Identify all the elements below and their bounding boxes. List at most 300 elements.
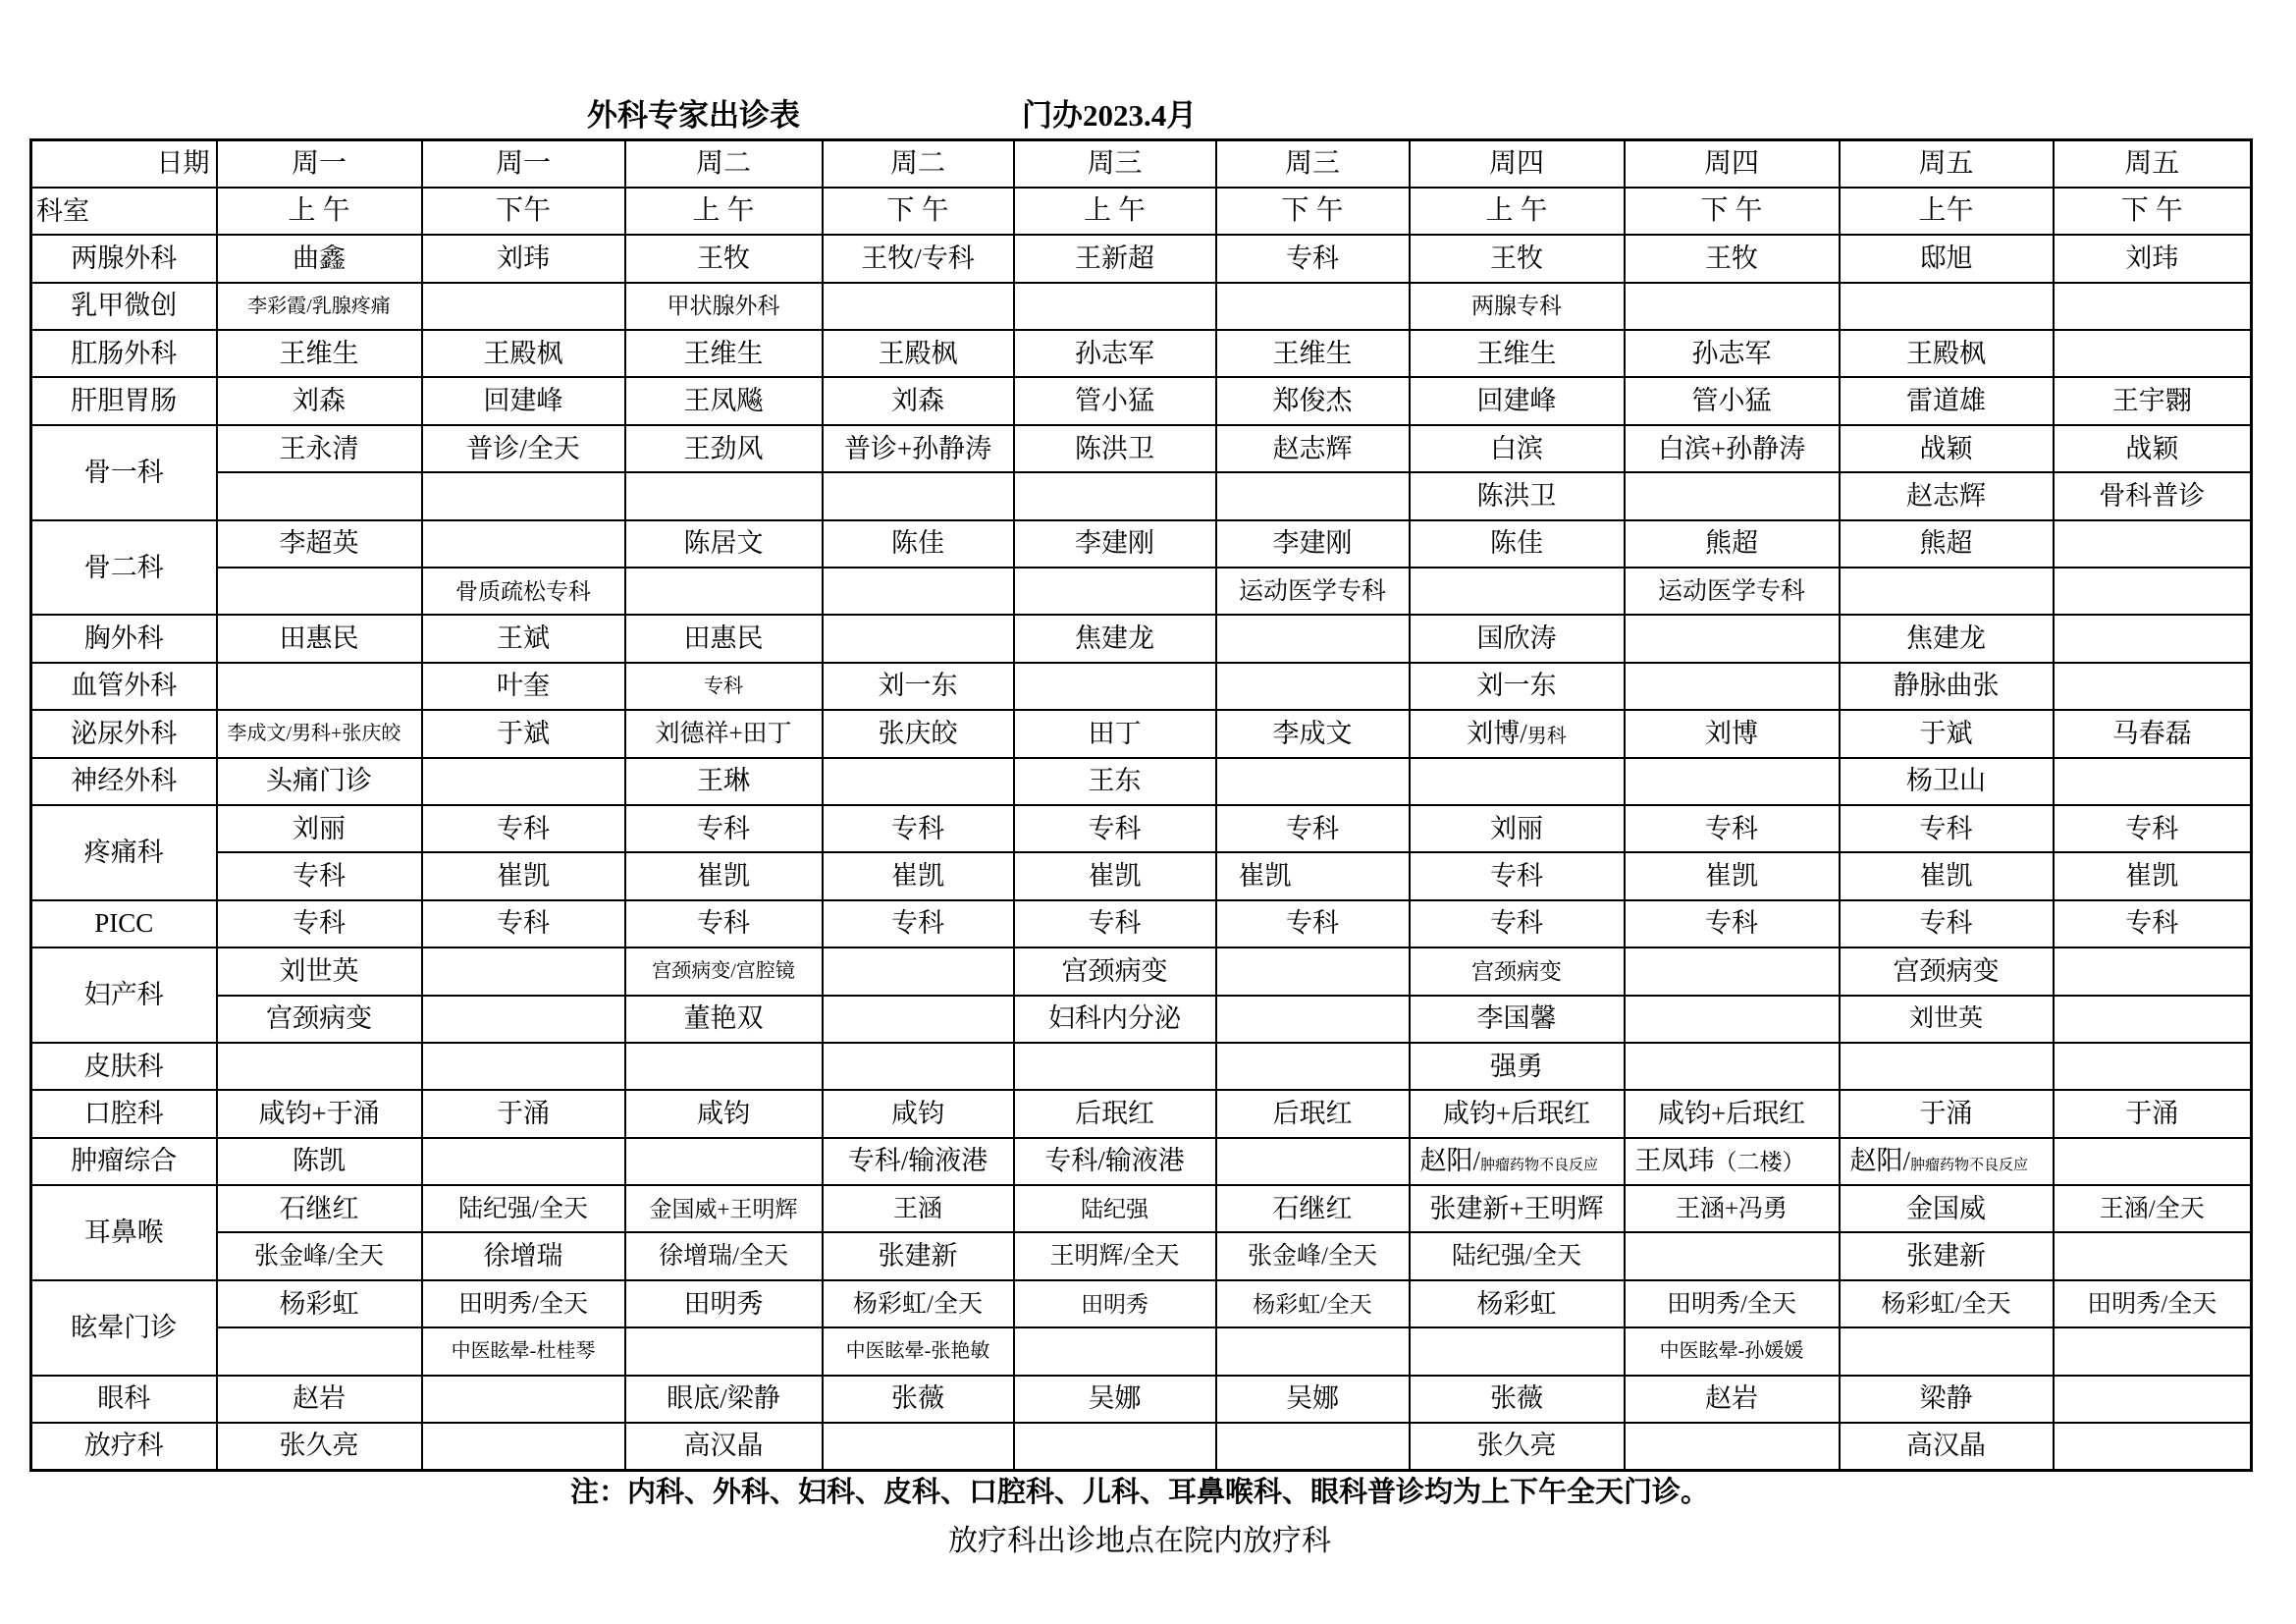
schedule-cell: 张庆皎: [823, 710, 1014, 757]
schedule-title: 外科专家出诊表: [587, 98, 800, 133]
schedule-cell-empty: [1216, 758, 1410, 805]
schedule-table: [29, 138, 2253, 1472]
schedule-cell: 宫颈病变: [1014, 947, 1216, 995]
day-header: 周一: [422, 140, 625, 188]
schedule-cell: 宫颈病变: [1410, 947, 1625, 995]
schedule-cell: 刘森: [217, 377, 422, 424]
schedule-row: [31, 710, 2252, 757]
schedule-row: [31, 568, 2252, 615]
schedule-cell: 静脉曲张: [1840, 663, 2054, 710]
schedule-cell-empty: [823, 283, 1014, 330]
schedule-cell: [1410, 710, 1625, 757]
schedule-cell: 张薇: [1410, 1376, 1625, 1423]
schedule-cell: 专科: [823, 900, 1014, 947]
schedule-cell-empty: [1625, 1043, 1840, 1090]
schedule-cell: 王维生: [1216, 330, 1410, 377]
schedule-cell: 崔凯: [1014, 852, 1216, 899]
schedule-cell-empty: [823, 472, 1014, 519]
schedule-cell-empty: [1216, 1327, 1410, 1375]
day-header: 周三: [1014, 140, 1216, 188]
schedule-cell: 石继红: [217, 1185, 422, 1232]
schedule-cell: 中医眩晕-杜桂琴: [422, 1327, 625, 1375]
schedule-cell-empty: [1216, 615, 1410, 662]
department-label: 泌尿外科: [31, 710, 217, 757]
schedule-cell-empty: [823, 568, 1014, 615]
schedule-cell: [1840, 1138, 2054, 1185]
schedule-row: [31, 1232, 2252, 1279]
schedule-cell: 金国威: [1840, 1185, 2054, 1232]
schedule-cell-empty: [1410, 568, 1625, 615]
schedule-cell: 吴娜: [1014, 1376, 1216, 1423]
schedule-cell: 运动医学专科: [1625, 568, 1840, 615]
department-label: 肿瘤综合: [31, 1138, 217, 1185]
schedule-cell-empty: [1216, 1423, 1410, 1470]
schedule-cell: 赵岩: [1625, 1376, 1840, 1423]
schedule-cell-empty: [1410, 1327, 1625, 1375]
schedule-cell: 金国威+王明辉: [625, 1185, 823, 1232]
schedule-cell: 董艳双: [625, 996, 823, 1043]
schedule-cell-empty: [1216, 996, 1410, 1043]
schedule-cell: 石继红: [1216, 1185, 1410, 1232]
schedule-cell: 田明秀/全天: [422, 1280, 625, 1327]
period-header: 下午: [422, 188, 625, 235]
schedule-cell: 陈凯: [217, 1138, 422, 1185]
schedule-cell: 普诊+孙静涛: [823, 425, 1014, 472]
schedule-cell: 田惠民: [625, 615, 823, 662]
schedule-cell: 眼底/梁静: [625, 1376, 823, 1423]
schedule-cell: 专科: [625, 663, 823, 710]
schedule-cell: 甲状腺外科: [625, 283, 823, 330]
schedule-cell-empty: [2054, 663, 2252, 710]
schedule-cell: 咸钧+后珉红: [1625, 1090, 1840, 1137]
schedule-cell: 于斌: [1840, 710, 2054, 757]
schedule-cell: 田明秀: [1014, 1280, 1216, 1327]
schedule-cell: [1410, 1138, 1625, 1185]
schedule-cell: 陈洪卫: [1014, 425, 1216, 472]
schedule-cell: 曲鑫: [217, 235, 422, 282]
schedule-cell: 刘森: [823, 377, 1014, 424]
schedule-cell: 王宇翾: [2054, 377, 2252, 424]
schedule-row: [31, 947, 2252, 995]
schedule-cell-empty: [625, 1138, 823, 1185]
schedule-cell: 李国馨: [1410, 996, 1625, 1043]
schedule-cell: 李超英: [217, 520, 422, 568]
schedule-cell: 李成文: [1216, 710, 1410, 757]
schedule-row: [31, 996, 2252, 1043]
department-label: 口腔科: [31, 1090, 217, 1137]
schedule-cell: 王永清: [217, 425, 422, 472]
department-label: 胸外科: [31, 615, 217, 662]
period-header: 下 午: [823, 188, 1014, 235]
schedule-cell: 张久亮: [1410, 1423, 1625, 1470]
schedule-cell: 国欣涛: [1410, 615, 1625, 662]
day-header: 周二: [823, 140, 1014, 188]
schedule-cell-empty: [2054, 283, 2252, 330]
schedule-row: [31, 1185, 2252, 1232]
schedule-cell-empty: [1840, 1043, 2054, 1090]
schedule-cell-empty: [2054, 1327, 2252, 1375]
schedule-row: [31, 900, 2252, 947]
schedule-cell-empty: [422, 996, 625, 1043]
schedule-cell: 赵岩: [217, 1376, 422, 1423]
day-header: 周四: [1625, 140, 1840, 188]
department-label: PICC: [31, 900, 217, 947]
schedule-cell: 李建刚: [1014, 520, 1216, 568]
schedule-cell: 熊超: [1625, 520, 1840, 568]
schedule-cell: 孙志军: [1014, 330, 1216, 377]
schedule-cell: 田惠民: [217, 615, 422, 662]
schedule-cell: 田明秀: [625, 1280, 823, 1327]
schedule-cell-empty: [1216, 472, 1410, 519]
schedule-cell: 两腺专科: [1410, 283, 1625, 330]
schedule-cell: 专科: [625, 805, 823, 852]
schedule-cell: 刘玮: [422, 235, 625, 282]
doctor-name: 王凤玮: [1634, 1146, 1715, 1176]
schedule-cell: 陈佳: [823, 520, 1014, 568]
schedule-cell-empty: [422, 947, 625, 995]
schedule-cell: 专科: [2054, 900, 2252, 947]
schedule-cell: 专科: [1410, 900, 1625, 947]
schedule-cell-empty: [422, 283, 625, 330]
schedule-cell-empty: [1410, 758, 1625, 805]
schedule-cell-empty: [1216, 1043, 1410, 1090]
schedule-cell-empty: [2054, 1232, 2252, 1279]
schedule-cell: 专科: [217, 900, 422, 947]
schedule-cell: 张久亮: [217, 1423, 422, 1470]
schedule-cell: 杨彩虹/全天: [1840, 1280, 2054, 1327]
schedule-cell-empty: [625, 1043, 823, 1090]
schedule-cell-empty: [2054, 568, 2252, 615]
schedule-cell: 于涌: [422, 1090, 625, 1137]
schedule-row: [31, 1327, 2252, 1375]
schedule-cell: 郑俊杰: [1216, 377, 1410, 424]
schedule-cell: 刘玮: [2054, 235, 2252, 282]
schedule-cell-empty: [1625, 283, 1840, 330]
schedule-cell: 刘丽: [217, 805, 422, 852]
schedule-cell: 专科: [422, 900, 625, 947]
schedule-cell: 专科: [217, 852, 422, 899]
schedule-cell: 田丁: [1014, 710, 1216, 757]
schedule-cell-empty: [823, 1043, 1014, 1090]
schedule-cell: 杨彩虹/全天: [823, 1280, 1014, 1327]
schedule-cell: 刘丽: [1410, 805, 1625, 852]
day-header: 周四: [1410, 140, 1625, 188]
schedule-cell: 专科: [422, 805, 625, 852]
schedule-cell: 陈佳: [1410, 520, 1625, 568]
schedule-row: [31, 330, 2252, 377]
schedule-cell: 宫颈病变/宫腔镜: [625, 947, 823, 995]
schedule-cell: 张建新+王明辉: [1410, 1185, 1625, 1232]
schedule-cell: 妇科内分泌: [1014, 996, 1216, 1043]
department-label: 肛肠外科: [31, 330, 217, 377]
schedule-row: [31, 805, 2252, 852]
schedule-cell-empty: [823, 947, 1014, 995]
schedule-cell: 崔凯: [2054, 852, 2252, 899]
schedule-cell: 杨卫山: [1840, 758, 2054, 805]
schedule-cell-empty: [1840, 568, 2054, 615]
schedule-cell: 焦建龙: [1840, 615, 2054, 662]
issuer-date: 门办2023.4月: [1022, 98, 1198, 133]
doctor-name: 赵阳/: [1849, 1146, 1911, 1176]
schedule-cell: 王维生: [217, 330, 422, 377]
period-header: 上午: [1840, 188, 2054, 235]
schedule-cell: 张金峰/全天: [1216, 1232, 1410, 1279]
schedule-cell: 焦建龙: [1014, 615, 1216, 662]
schedule-row: [31, 283, 2252, 330]
schedule-cell-empty: [625, 472, 823, 519]
schedule-cell-empty: [1625, 758, 1840, 805]
doctor-name: 刘博/: [1467, 718, 1527, 748]
schedule-cell: 王牧/专科: [823, 235, 1014, 282]
schedule-cell: 张建新: [823, 1232, 1014, 1279]
schedule-cell: 孙志军: [1625, 330, 1840, 377]
schedule-cell: 于涌: [2054, 1090, 2252, 1137]
schedule-cell: 熊超: [1840, 520, 2054, 568]
schedule-cell: 刘世英: [1840, 996, 2054, 1043]
schedule-cell: 梁静: [1840, 1376, 2054, 1423]
period-header: 上 午: [1410, 188, 1625, 235]
schedule-cell-empty: [217, 663, 422, 710]
schedule-cell: 专科: [823, 805, 1014, 852]
schedule-row: [31, 235, 2252, 282]
schedule-cell: 专科: [1840, 805, 2054, 852]
schedule-cell: 头痛门诊: [217, 758, 422, 805]
schedule-cell-empty: [2054, 1043, 2252, 1090]
schedule-cell-empty: [217, 568, 422, 615]
schedule-cell: 战颖: [2054, 425, 2252, 472]
schedule-cell: 王琳: [625, 758, 823, 805]
schedule-cell: 于斌: [422, 710, 625, 757]
schedule-cell-empty: [823, 1423, 1014, 1470]
schedule-cell-empty: [2054, 1376, 2252, 1423]
schedule-cell: 崔凯: [823, 852, 1014, 899]
schedule-cell-empty: [422, 758, 625, 805]
schedule-row: [31, 1138, 2252, 1185]
schedule-header: [31, 140, 2252, 236]
schedule-cell: 陈居文: [625, 520, 823, 568]
schedule-cell: 刘世英: [217, 947, 422, 995]
schedule-cell: 陆纪强/全天: [1410, 1232, 1625, 1279]
schedule-cell: 徐增瑞/全天: [625, 1232, 823, 1279]
schedule-cell: 专科: [1410, 852, 1625, 899]
schedule-cell-empty: [1216, 1138, 1410, 1185]
schedule-cell: 张建新: [1840, 1232, 2054, 1279]
schedule-cell: 刘一东: [1410, 663, 1625, 710]
schedule-cell: 赵志辉: [1840, 472, 2054, 519]
schedule-cell: 高汉晶: [1840, 1423, 2054, 1470]
schedule-cell: 崔凯: [422, 852, 625, 899]
schedule-cell-empty: [1014, 472, 1216, 519]
schedule-cell-empty: [217, 1327, 422, 1375]
schedule-cell-empty: [1216, 663, 1410, 710]
schedule-cell-empty: [1014, 1043, 1216, 1090]
schedule-cell-empty: [2054, 330, 2252, 377]
radiotherapy-location-note: 放疗科出诊地点在院内放疗科: [948, 1525, 1331, 1557]
schedule-cell: 中医眩晕-孙媛媛: [1625, 1327, 1840, 1375]
schedule-cell: 战颖: [1840, 425, 2054, 472]
schedule-cell: [1625, 1138, 1840, 1185]
schedule-cell-empty: [422, 1043, 625, 1090]
schedule-row: [31, 1090, 2252, 1137]
schedule-cell-empty: [1625, 472, 1840, 519]
schedule-cell: 白滨: [1410, 425, 1625, 472]
department-label: 两腺外科: [31, 235, 217, 282]
schedule-cell-empty: [217, 1043, 422, 1090]
department-label: 神经外科: [31, 758, 217, 805]
schedule-cell: 专科: [1216, 900, 1410, 947]
schedule-cell: 吴娜: [1216, 1376, 1410, 1423]
schedule-cell: 专科: [2054, 805, 2252, 852]
department-label: 骨一科: [31, 425, 217, 520]
schedule-cell: 宫颈病变: [1840, 947, 2054, 995]
schedule-cell-empty: [422, 1376, 625, 1423]
schedule-cell: 管小猛: [1014, 377, 1216, 424]
schedule-cell: 王涵: [823, 1185, 1014, 1232]
schedule-cell-empty: [2054, 996, 2252, 1043]
schedule-cell: 骨科普诊: [2054, 472, 2252, 519]
schedule-row: [31, 425, 2252, 472]
day-header: 周二: [625, 140, 823, 188]
schedule-cell-empty: [1216, 283, 1410, 330]
schedule-cell: 骨质疏松专科: [422, 568, 625, 615]
schedule-cell-empty: [1014, 1423, 1216, 1470]
schedule-cell-empty: [422, 472, 625, 519]
period-header: 上 午: [1014, 188, 1216, 235]
schedule-cell-empty: [1840, 1327, 2054, 1375]
schedule-cell: 后珉红: [1014, 1090, 1216, 1137]
department-label: 眼科: [31, 1376, 217, 1423]
schedule-cell: 崔凯: [1625, 852, 1840, 899]
clinic-note: 肿瘤药物不良反应: [1480, 1158, 1599, 1174]
schedule-cell: 田明秀/全天: [1625, 1280, 1840, 1327]
schedule-cell: 专科: [1625, 805, 1840, 852]
schedule-cell: 马春磊: [2054, 710, 2252, 757]
schedule-cell-empty: [1625, 663, 1840, 710]
date-label: 日期: [31, 140, 217, 188]
schedule-cell: 崔凯: [1216, 852, 1410, 899]
day-header: 周五: [2054, 140, 2252, 188]
period-header: 下 午: [2054, 188, 2252, 235]
schedule-cell-empty: [422, 1138, 625, 1185]
schedule-cell-empty: [2054, 1423, 2252, 1470]
schedule-cell: 专科: [1840, 900, 2054, 947]
schedule-cell-empty: [1216, 947, 1410, 995]
schedule-cell-empty: [823, 996, 1014, 1043]
schedule-cell-empty: [422, 520, 625, 568]
schedule-cell-empty: [1014, 663, 1216, 710]
schedule-cell: 专科: [1014, 805, 1216, 852]
schedule-cell: 王凤飚: [625, 377, 823, 424]
schedule-cell: 李建刚: [1216, 520, 1410, 568]
schedule-cell: 王新超: [1014, 235, 1216, 282]
schedule-cell-empty: [1014, 568, 1216, 615]
schedule-cell: 雷道雄: [1840, 377, 2054, 424]
schedule-cell: 咸钧+后珉红: [1410, 1090, 1625, 1137]
schedule-cell: 专科/输液港: [1014, 1138, 1216, 1185]
schedule-cell: 王劲风: [625, 425, 823, 472]
schedule-cell: 陆纪强/全天: [422, 1185, 625, 1232]
day-header: 周一: [217, 140, 422, 188]
schedule-cell: 王牧: [1625, 235, 1840, 282]
schedule-cell: 李彩霞/乳腺疼痛: [217, 283, 422, 330]
schedule-cell: 王涵+冯勇: [1625, 1185, 1840, 1232]
schedule-cell: 王殿枫: [823, 330, 1014, 377]
schedule-row: [31, 852, 2252, 899]
schedule-cell: 张金峰/全天: [217, 1232, 422, 1279]
schedule-cell: 王明辉/全天: [1014, 1232, 1216, 1279]
schedule-cell: 王维生: [625, 330, 823, 377]
department-label: 肝胆胃肠: [31, 377, 217, 424]
schedule-cell: 叶奎: [422, 663, 625, 710]
schedule-cell: 杨彩虹/全天: [1216, 1280, 1410, 1327]
schedule-cell: 赵志辉: [1216, 425, 1410, 472]
period-header: 下 午: [1216, 188, 1410, 235]
schedule-cell: 咸钧: [625, 1090, 823, 1137]
schedule-cell: 咸钧: [823, 1090, 1014, 1137]
schedule-cell: 运动医学专科: [1216, 568, 1410, 615]
schedule-cell: 田明秀/全天: [2054, 1280, 2252, 1327]
schedule-row: [31, 1043, 2252, 1090]
schedule-cell: 李成文/男科+张庆皎: [217, 710, 422, 757]
schedule-cell: 王斌: [422, 615, 625, 662]
schedule-cell: 管小猛: [1625, 377, 1840, 424]
schedule-cell: 白滨+孙静涛: [1625, 425, 1840, 472]
schedule-cell: 刘博: [1625, 710, 1840, 757]
schedule-cell: 王涵/全天: [2054, 1185, 2252, 1232]
schedule-row: [31, 615, 2252, 662]
schedule-cell: 专科: [625, 900, 823, 947]
schedule-cell: 咸钧+于涌: [217, 1090, 422, 1137]
schedule-cell: 杨彩虹: [217, 1280, 422, 1327]
schedule-cell: 回建峰: [1410, 377, 1625, 424]
schedule-cell: 专科: [1216, 805, 1410, 852]
schedule-cell: 杨彩虹: [1410, 1280, 1625, 1327]
schedule-cell-empty: [2054, 947, 2252, 995]
schedule-cell: 中医眩晕-张艳敏: [823, 1327, 1014, 1375]
department-label: 放疗科: [31, 1423, 217, 1470]
schedule-cell-empty: [1840, 283, 2054, 330]
schedule-cell: 后珉红: [1216, 1090, 1410, 1137]
schedule-cell: 崔凯: [1840, 852, 2054, 899]
schedule-cell-empty: [1625, 1232, 1840, 1279]
schedule-row: [31, 1376, 2252, 1423]
schedule-row: [31, 663, 2252, 710]
schedule-row: [31, 1423, 2252, 1470]
department-label: 乳甲微创: [31, 283, 217, 330]
department-label: 疼痛科: [31, 805, 217, 900]
department-label: 皮肤科: [31, 1043, 217, 1090]
schedule-cell: 徐增瑞: [422, 1232, 625, 1279]
schedule-cell: 崔凯: [625, 852, 823, 899]
day-header: 周五: [1840, 140, 2054, 188]
schedule-body: [31, 235, 2252, 1470]
schedule-cell-empty: [625, 1327, 823, 1375]
schedule-cell: 专科: [1014, 900, 1216, 947]
schedule-cell: 刘德祥+田丁: [625, 710, 823, 757]
period-header: 上 午: [217, 188, 422, 235]
department-label: 骨二科: [31, 520, 217, 616]
schedule-cell: 专科: [1625, 900, 1840, 947]
department-label: 眩晕门诊: [31, 1280, 217, 1376]
schedule-cell: 邸旭: [1840, 235, 2054, 282]
schedule-cell-empty: [2054, 615, 2252, 662]
schedule-cell: 陆纪强: [1014, 1185, 1216, 1232]
period-header: 上 午: [625, 188, 823, 235]
schedule-cell: 王殿枫: [1840, 330, 2054, 377]
schedule-cell: 回建峰: [422, 377, 625, 424]
schedule-cell: 王牧: [1410, 235, 1625, 282]
schedule-cell-empty: [2054, 1138, 2252, 1185]
